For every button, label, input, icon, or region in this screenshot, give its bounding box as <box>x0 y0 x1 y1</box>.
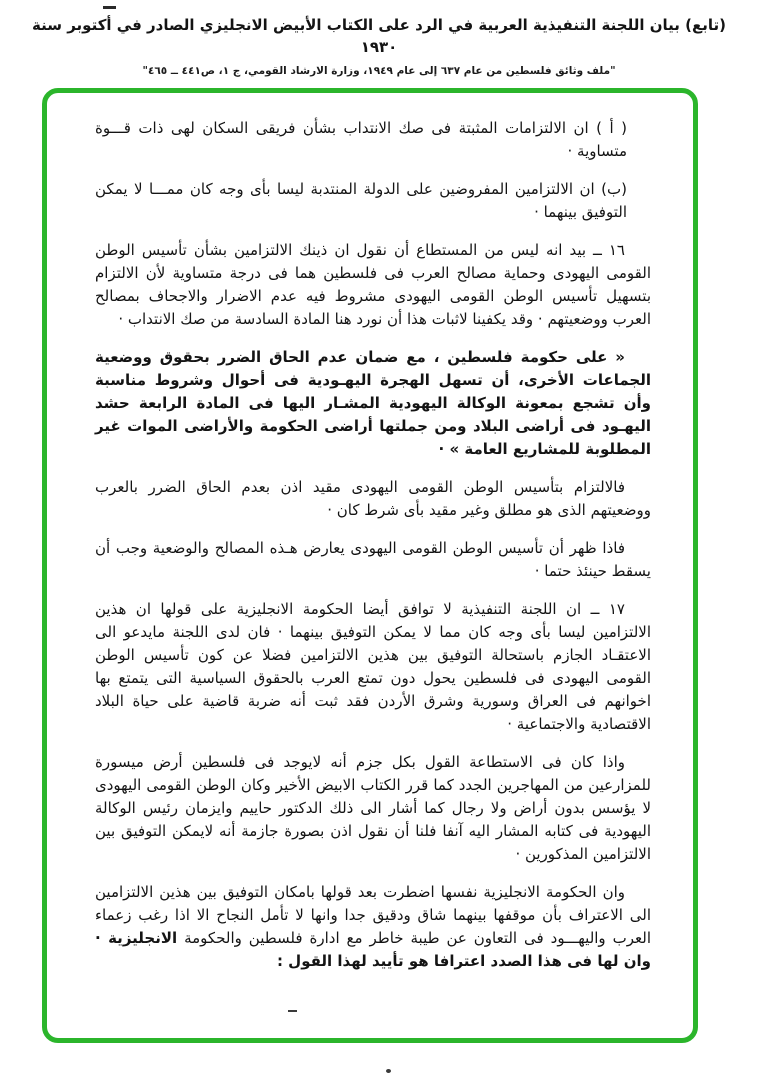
paragraph-final-text: وان الحكومة الانجليزية نفسها اضطرت بعد قولها بامكان التوفيق بين هذين الالتزامين الى الاعتراف بأن موقفها بينهما شاق ودقيق جدا وانها لا تأمل النجاح الا اذا رغب زعماء العرب واليهـــود فى التعاون عن طيبة خاطر مع ادارة فلسطين والحكومة <box>95 883 651 947</box>
paragraph-conflict: فاذا ظهر أن تأسيس الوطن القومى اليهودى يعارض هـذه المصالح والوضعية وجب أن يسقط حينئذ حتما · <box>95 539 651 580</box>
document-body <box>47 93 693 973</box>
list-item-b-marker: (ب) <box>601 180 627 198</box>
list-item-b <box>95 178 627 224</box>
paragraph-obligation: فالالتزام بتأسيس الوطن القومى اليهودى مقيد اذن بعدم الحاق الضرر بالعرب ووضعيتهم الذى هو مطلق وغير مقيد بأى شرط كان · <box>95 478 651 519</box>
list-item-a <box>95 117 627 163</box>
paragraph-16: ١٦ ــ بيد انه ليس من المستطاع أن نقول ان ذينك الالتزامين بشأن تأسيس الوطن القومى اليهودى وحماية مصالح العرب فى فلسطين هما فى درجة متساوية لأن الالتزام بتسهيل تأسيس الوطن القومى اليهودى مشروط فيه عدم الاضرار والاجحاف بمصالح العرب ووضعيتهم · وقد يكفينا لاثبات هذا أن نورد هنا المادة السادسة من صك الانتداب · <box>95 241 651 328</box>
document-source-citation: "ملف وثائق فلسطين من عام ٦٣٧ إلى عام ١٩٤٩، وزارة الارشاد القومي، ج ١، ص٤٤١ ــ ٤٦٥" <box>142 65 616 77</box>
paragraph-final <box>95 881 651 973</box>
list-item-b-text: ان الالتزامين المفروضين على الدولة المنتدبة ليسا بأى وجه كان ممـــا لا يمكن التوفيق بينهما · <box>95 180 627 221</box>
mandate-article-six-quote: « على حكومة فلسطين ، مع ضمان عدم الحاق الضرر بحقوق ووضعية الجماعات الأخرى، أن تسهل الهجرة اليهـودية فى أحوال وشروط مناسبة وأن تشجع بمعونة الوكالة اليهودية المشـار اليها فى المادة الرابعة حشد اليهـود فى أراضى البلاد ومن جملتها أراضى الحكومة والأراضى الموات غير المطلوبة للمشاريع العامة » · <box>95 348 651 458</box>
list-item-a-text: ان الالتزامات المثبتة فى صك الانتداب بشأن فريقى السكان لهى ذات قـــوة متساوية · <box>95 119 627 160</box>
top-dash-mark <box>103 6 116 9</box>
paragraph-land-availability: واذا كان فى الاستطاعة القول بكل جزم أنه لايوجد فى فلسطين أرض ميسورة للمزارعين من المهاجرين الجدد كما قرر الكتاب الابيض الأخير وكان الوطن القومى اليهودى لا يؤسس بدون أراض ولا رجال كما أشار الى ذلك الدكتور حاييم وايزمان رئيس الوكالة اليهودية فى كتابه المشار اليه آنفا فلنا أن نقول اذن بصورة جازمة أنه لايمكن التوفيق بين الالتزامين المذكورين · <box>95 753 651 863</box>
document-header <box>0 14 758 77</box>
list-item-a-marker: ( أ ) <box>596 119 627 137</box>
separator-dash-mark <box>288 1010 297 1012</box>
paragraph-final-bold-text: الانجليزية · وان لها فى هذا الصدد اعترافا هو تأييد لهذا القول : <box>95 929 651 970</box>
document-title: (تابع) بيان اللجنة التنفيذية العربية في الرد على الكتاب الأبيض الانجليزي الصادر في أكتوبر سنة ١٩٣٠ <box>32 16 726 56</box>
paragraph-17: ١٧ ــ ان اللجنة التنفيذية لا توافق أيضا الحكومة الانجليزية على قولها ان هذين الالتزامين ليسا بأى وجه كان مما لا يمكن التوفيق بينهما · فان لدى اللجنة مايدعو الى الاعتقـاد الجازم باستحالة التوفيق بين هذين الالتزامين فضلا عن كون تأسيس الوطن القومى اليهودى فى فلسطين يحول دون تمتع العرب بالحقوق السياسية التى يتمتع بها اخوانهم فى العراق وسورية وشرق الأردن فقد ثبت أنه ضربة قاضية على حياة البلاد الاقتصادية والاجتماعية · <box>95 600 651 733</box>
green-border-frame <box>42 88 698 1043</box>
bottom-dot-mark <box>386 1069 391 1073</box>
